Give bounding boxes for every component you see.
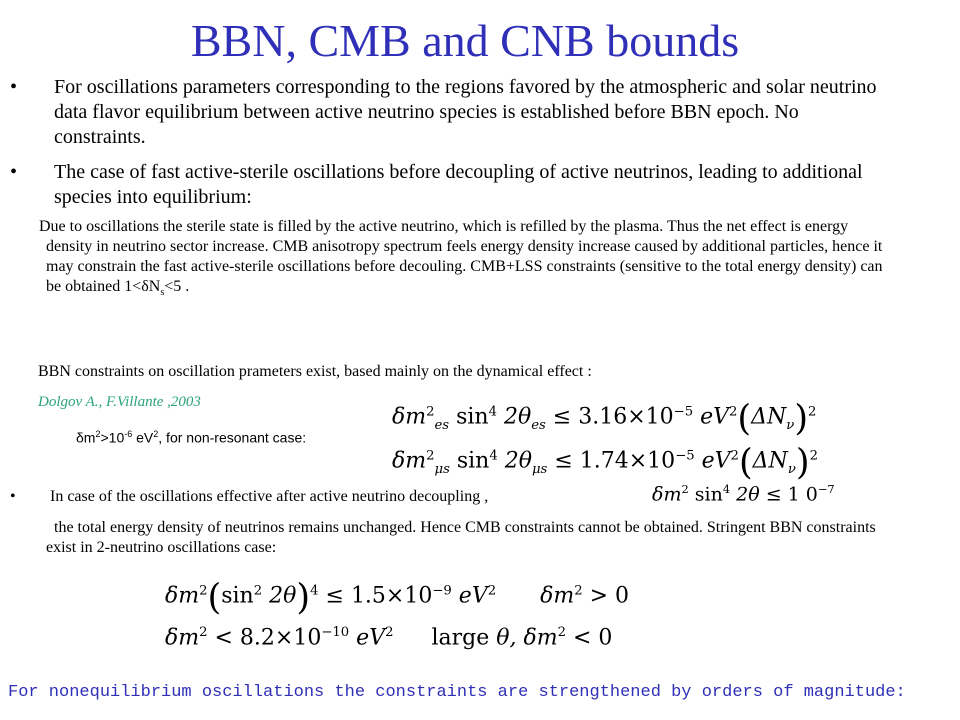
total-energy-paragraph: the total energy density of neutrinos remains unchanged. Hence CMB constraints cannot be obtained. Stringent BBN constraints exist in 2-neutrino oscillations case:: [46, 519, 876, 556]
non-resonant-condition: [76, 429, 306, 446]
eq-value: 1.74×10: [579, 448, 676, 474]
eq-large-label: large: [431, 625, 490, 651]
equation-two-neutrino-negative: $\delta m^2 < 8.2\times 10^{-10}$ $eV^2$ large θ, $\delta m^2 < 0$: [165, 625, 613, 651]
subscript-s: s: [160, 287, 165, 299]
bullet-text: For oscillations parameters corresponding to the regions favored by the atmospheric and solar neutrino data flavor equilibrium between active neutrino species is established before BBN epoch. No constraints.: [54, 76, 877, 148]
eq-value: 1 0: [787, 483, 818, 506]
paragraph-text: Due to oscillations the sterile state is filled by the active neutrino, which is refilled by the plasma. Thus the net effect is energy density in neutrino sector increase. CMB anisotropy spectrum feels energy density increase caused by additional particles, hence it may constrain the fast active-sterile oscillations before decouling. CMB+LSS constraints (sensitive to the total energy density) can be obtained 1<: [39, 218, 883, 295]
paragraph-end: <5 .: [164, 278, 190, 295]
delta-n-symbol: δN: [141, 278, 161, 295]
eq-condition: δm: [540, 583, 575, 609]
eq-exponent: −5: [675, 448, 695, 464]
bullet-item-1: [10, 75, 890, 150]
bullet-item-2: [10, 160, 890, 210]
nonres-sup: -6: [124, 429, 133, 439]
eq-value: 8.2×10: [239, 625, 322, 651]
nonres-sup: 2: [95, 429, 101, 439]
bullet-text: The case of fast active-sterile oscillations before decoupling of active neutrinos, leading to additional species into equilibrium:: [54, 161, 863, 208]
bbn-constraints-line: BBN constraints on oscillation prameters exist, based mainly on the dynamical effect :: [38, 363, 592, 380]
nonres-sup: 2: [153, 429, 159, 439]
eq-subscript: es: [434, 418, 450, 434]
footer-note: For nonequilibrium oscillations the constraints are strengthened by orders of magnitude:: [8, 683, 906, 702]
eq-exponent: −5: [673, 404, 694, 420]
equation-decoupling: $\delta m^2$ $\sin^4 2\theta \le 1$ $0^{-7}$: [652, 482, 835, 506]
bullet-text: In case of the oscillations effective after active neutrino decoupling ,: [50, 488, 489, 505]
nonres-text: eV: [132, 429, 154, 446]
eq-subscript: es: [531, 418, 546, 434]
page-title: BBN, CMB and CNB bounds: [190, 15, 740, 66]
eq-exponent: −10: [321, 625, 350, 640]
bullet-icon: •: [10, 488, 16, 505]
eq-value: 3.16×10: [578, 404, 674, 430]
sterile-paragraph: [39, 217, 896, 303]
equation-two-neutrino-positive: $\delta m^2(\sin^2$ $2\theta)^4 \le 1.5\times 10^{-9}$ $eV^2$ $\delta m^2 > 0$: [165, 577, 630, 618]
nonres-text: >10: [100, 429, 125, 446]
nonres-text: , for non-resonant case:: [158, 429, 307, 446]
bullet-item-3: [10, 487, 488, 507]
bullet-icon: •: [10, 161, 18, 183]
equation-mus: $\delta m^2_{\mu s}$ $\sin^4 2\theta_{\mu s} \le 1.74\times 10^{-5}$ $eV^2(\Delta N_\nu)^2$: [392, 442, 818, 483]
eq-subscript: μs: [434, 462, 450, 478]
bullet-icon: •: [10, 76, 18, 98]
citation: Dolgov A., F.Villante ,2003: [38, 394, 201, 410]
eq-value: 1.5×10: [350, 583, 433, 609]
eq-exponent: −9: [432, 583, 452, 599]
eq-exponent: −7: [817, 482, 835, 496]
nonres-text: δm: [76, 429, 96, 446]
eq-subscript: μs: [531, 462, 548, 478]
equation-es: $\delta m^2_{es}$ $\sin^4 2\theta_{es} \le 3.16\times 10^{-5}$ $eV^2(\Delta N_\nu)^2$: [392, 398, 817, 439]
